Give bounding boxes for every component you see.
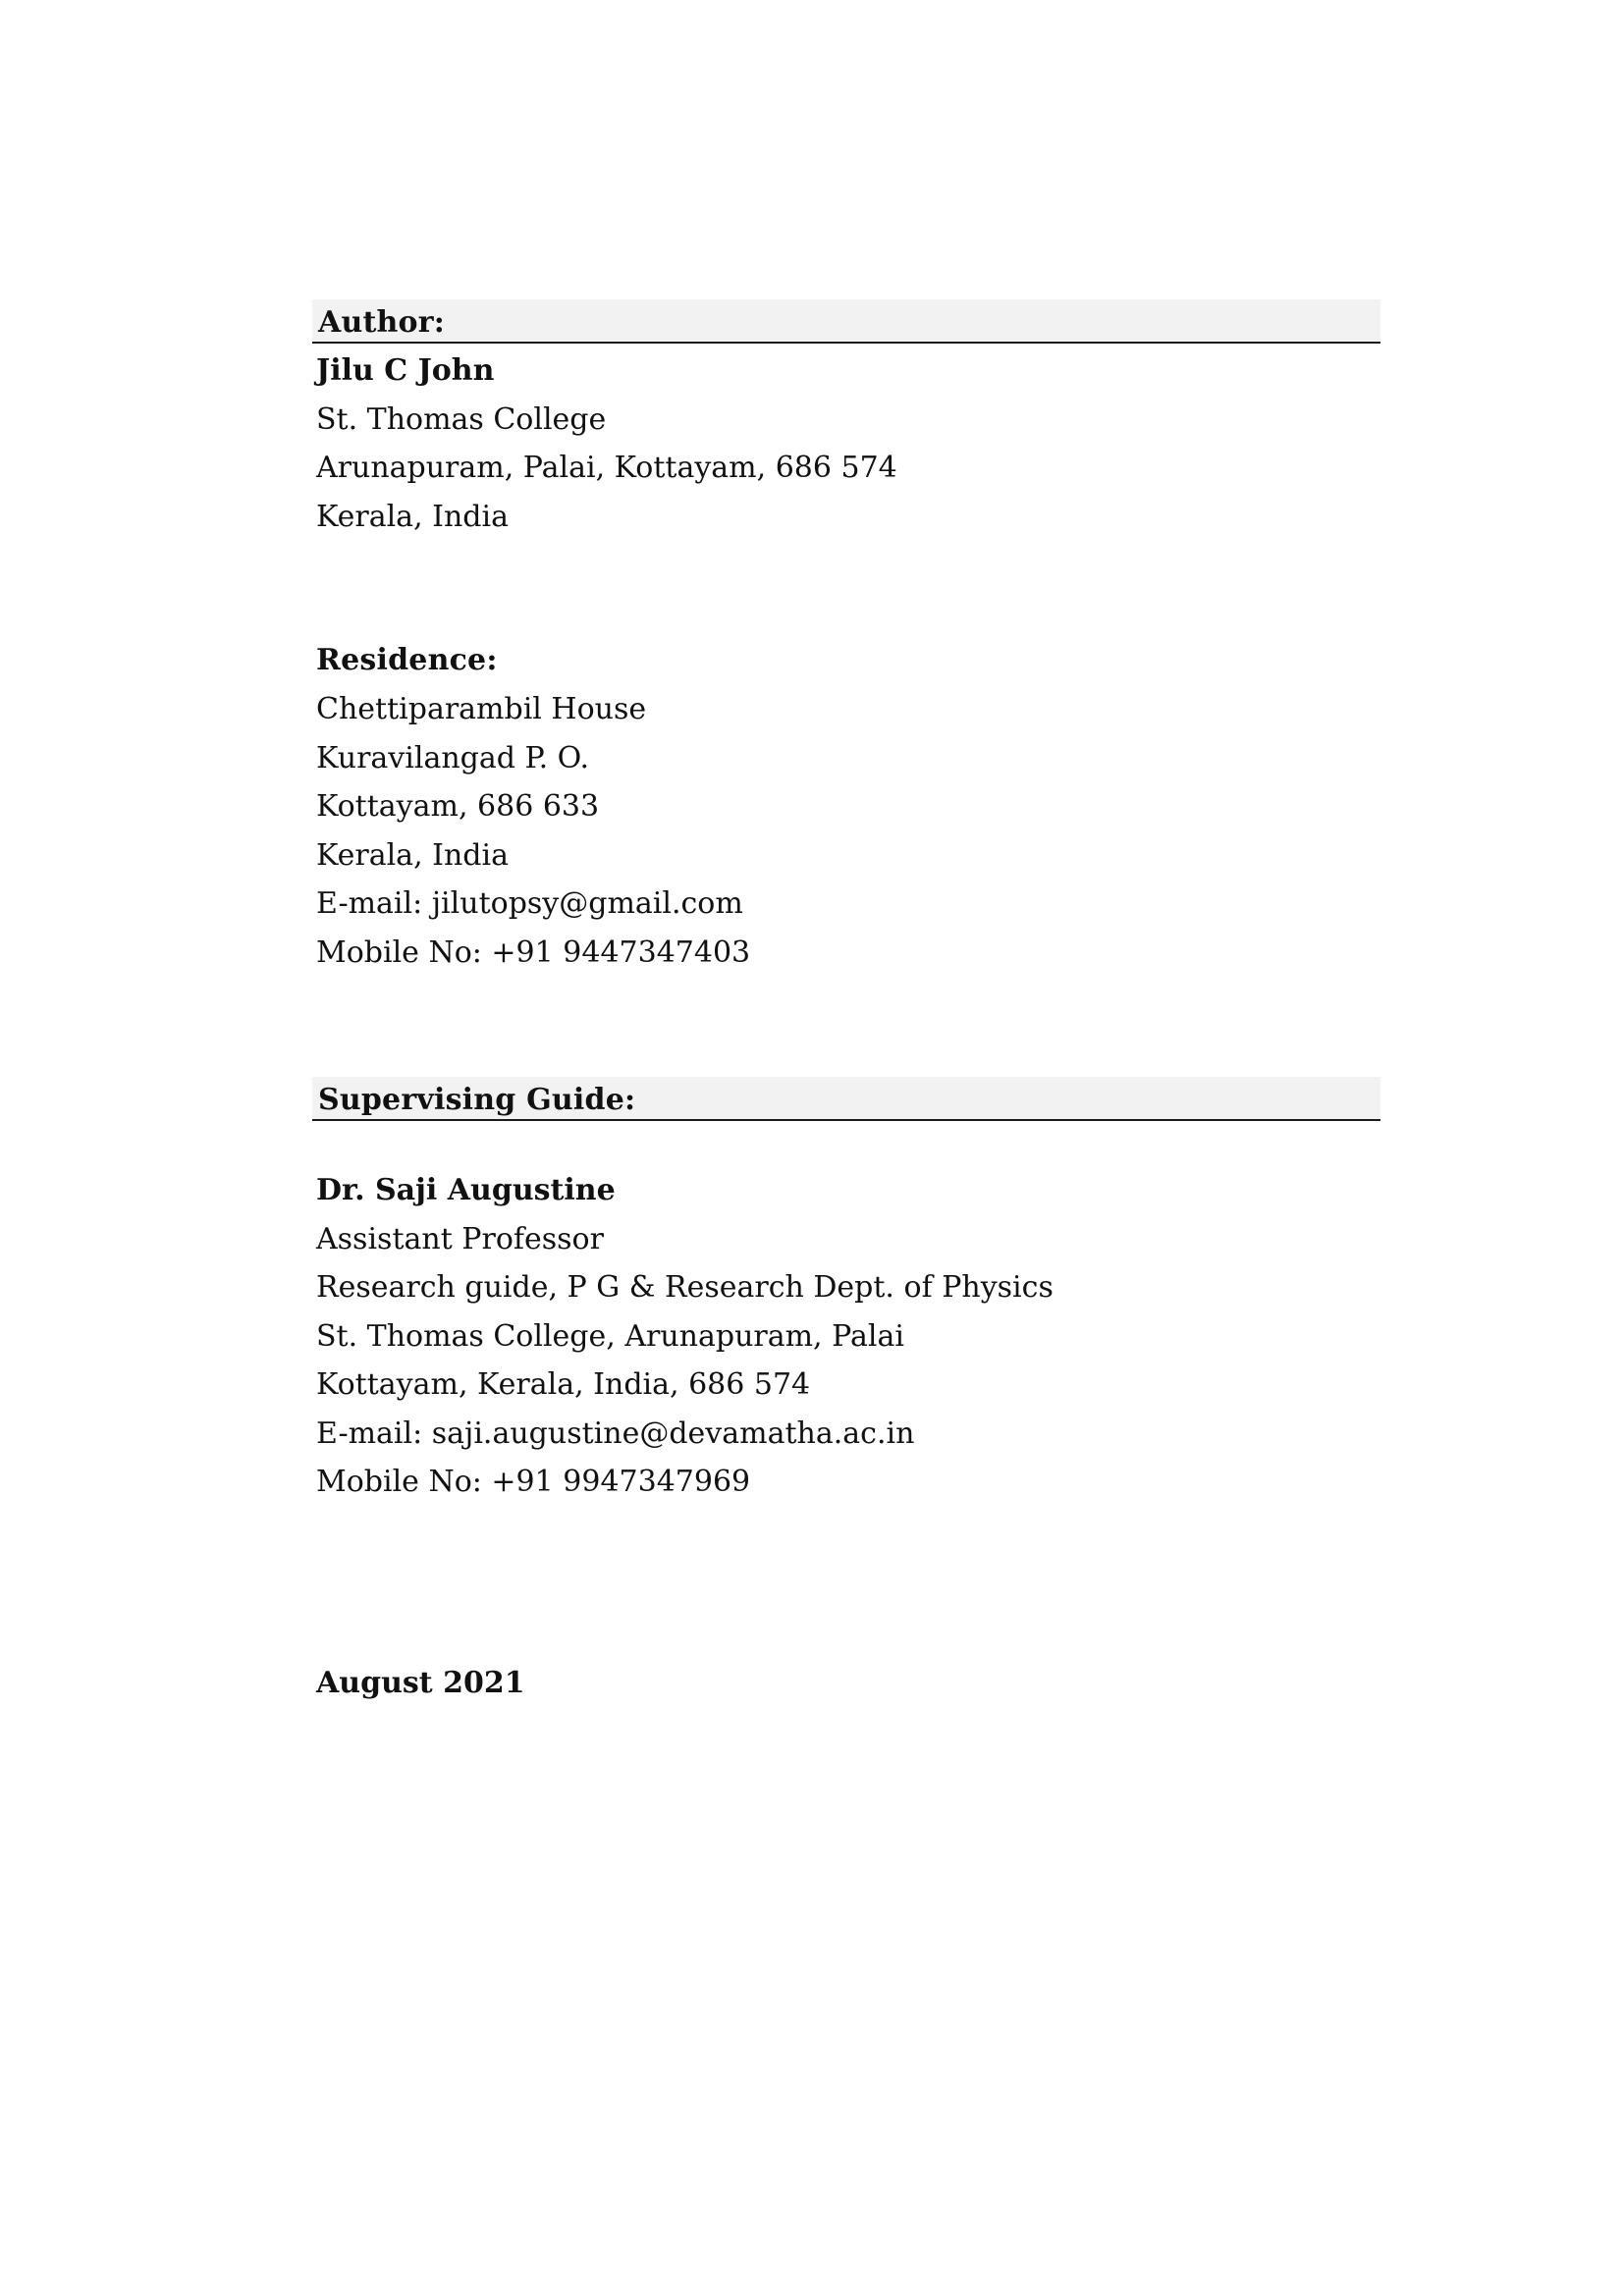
residence-post-office: Kuravilangad P. O. — [316, 740, 590, 775]
author-section — [312, 299, 1380, 541]
residence-heading: Residence: — [316, 643, 498, 677]
author-address: Arunapuram, Palai, Kottayam, 686 574 — [316, 451, 897, 485]
guide-section — [312, 1077, 1380, 1507]
guide-heading-bar — [312, 1077, 1380, 1121]
guide-institution: St. Thomas College, Arunapuram, Palai — [316, 1318, 904, 1354]
residence-state-country: Kerala, India — [316, 837, 509, 873]
guide-designation: Assistant Professor — [316, 1221, 604, 1256]
date-section — [312, 1659, 1380, 1708]
guide-name: Dr. Saji Augustine — [316, 1173, 616, 1207]
guide-mobile: Mobile No: +91 9947347969 — [316, 1465, 751, 1499]
author-heading-bar — [312, 299, 1380, 344]
guide-location: Kottayam, Kerala, India, 686 574 — [316, 1367, 811, 1402]
author-institution: St. Thomas College — [316, 401, 607, 437]
author-name: Jilu C John — [316, 353, 495, 388]
author-state-country: Kerala, India — [316, 499, 509, 534]
guide-department: Research guide, P G & Research Dept. of Physics — [316, 1270, 1054, 1305]
guide-heading: Supervising Guide: — [318, 1083, 636, 1117]
author-heading: Author: — [318, 305, 446, 340]
residence-section — [312, 638, 1380, 977]
residence-mobile: Mobile No: +91 9447347403 — [316, 934, 751, 970]
residence-email: E-mail: jilutopsy@gmail.com — [316, 886, 743, 921]
residence-city-pin: Kottayam, 686 633 — [316, 789, 600, 824]
document-date: August 2021 — [316, 1666, 525, 1700]
guide-email: E-mail: saji.augustine@devamatha.ac.in — [316, 1415, 915, 1451]
residence-house: Chettiparambil House — [316, 692, 647, 726]
